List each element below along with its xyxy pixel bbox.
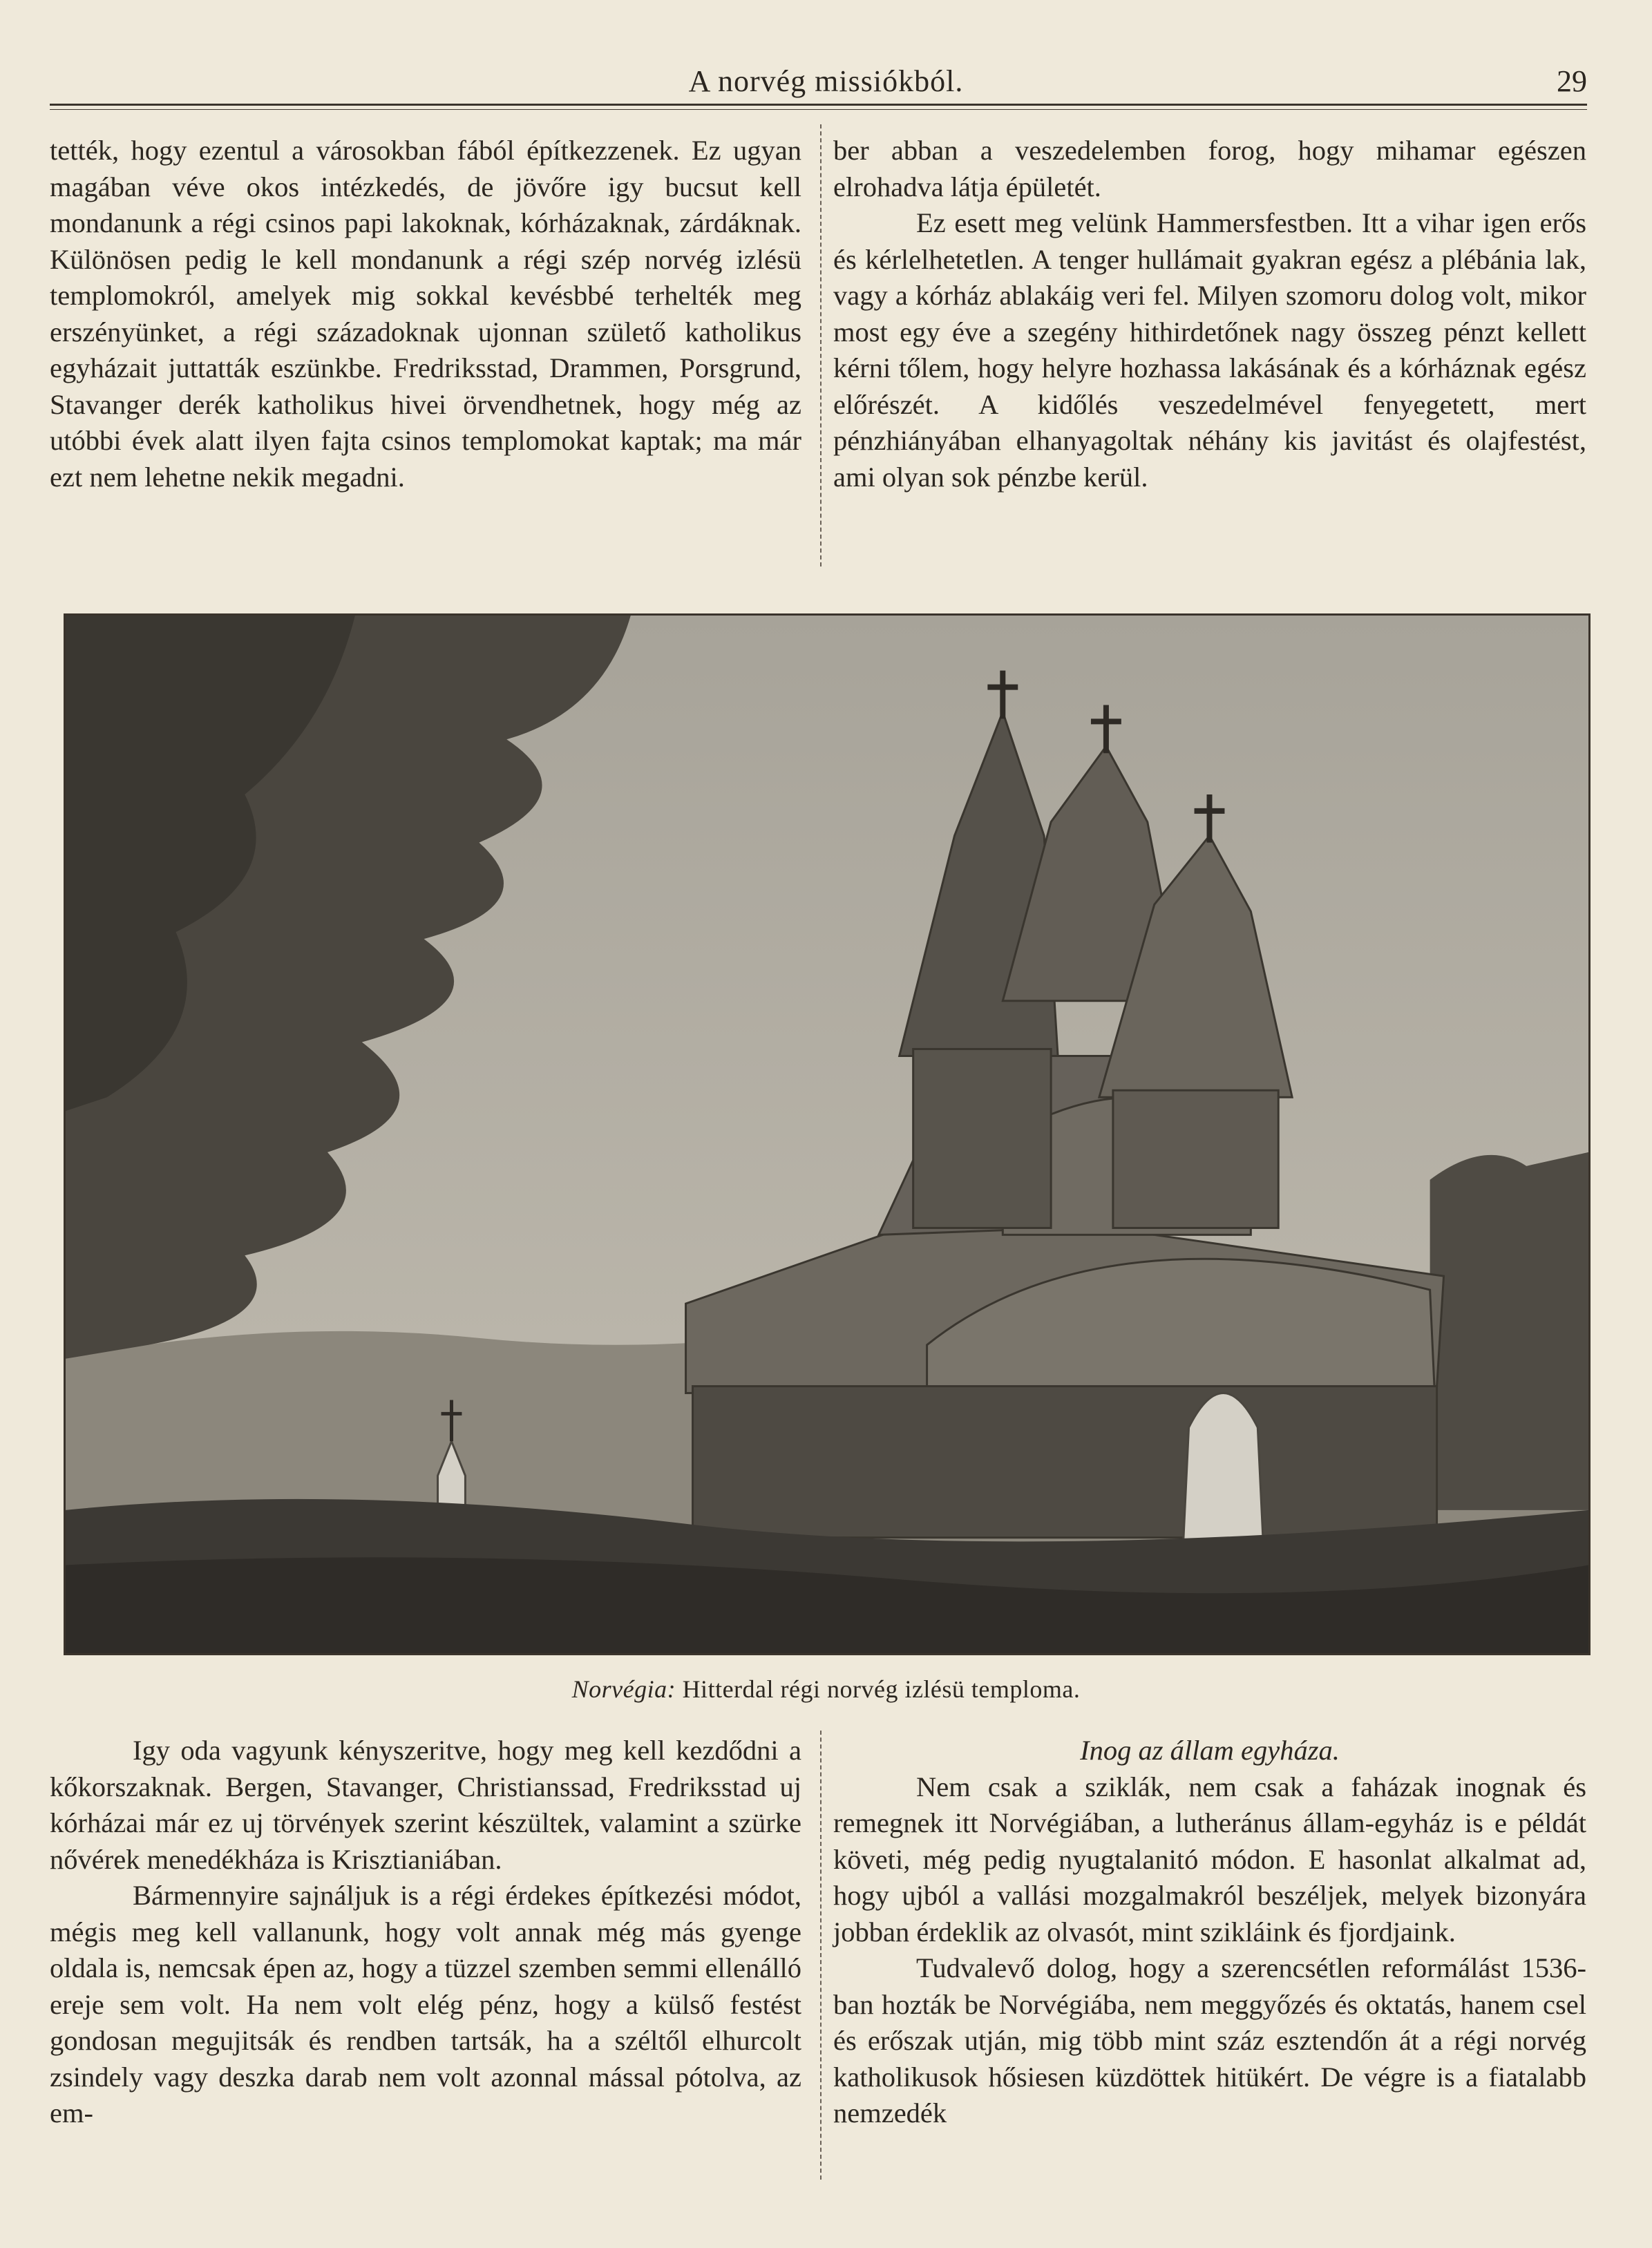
running-title: A norvég missiókból. — [688, 64, 964, 98]
paragraph: Bármennyire sajnáljuk is a régi érdekes építkezési módot, mégis meg kell vallanunk, hogy volt annak még más gyenge oldala is, nemcsak épen az, hogy a tüzzel szemben semmi ellenálló ereje sem volt. Ha nem volt elég pénz, hogy a külső festést gondosan megujitsák és rendben tartsák, ha a széltől elhurcolt zsindely vagy deszka darab nem volt azonnal mással pótolva, az em- — [50, 1880, 801, 2128]
paragraph: Igy oda vagyunk kényszeritve, hogy meg kell kezdődni a kőkorszaknak. Bergen, Stavanger, Christianssad, Fredriksstad uj kórházai már ez uj törvények szerint készültek, valamint a szürke nővérek menedékháza is Krisztianiában. — [50, 1735, 801, 1875]
church-photograph — [64, 613, 1591, 1655]
header-rule — [50, 104, 1587, 110]
paragraph: Nem csak a sziklák, nem csak a faházak inognak és remegnek itt Norvégiában, a lutheránus állam-egyház is e példát követi, még pedig nyugtalanitó módon. E hasonlat alkalmat ad, hogy ujból a vallási mozgalmakról beszéljek, melyek bizonyára jobban érdeklik az olvasót, mint szikláink és fjordjaink. — [833, 1771, 1586, 1947]
stave-church-image — [66, 616, 1588, 1653]
section-subheading: Inog az állam egyháza. — [1080, 1735, 1340, 1766]
paragraph: Ez esett meg velünk Hammersfestben. Itt a vihar igen erős és kérlelhetetlen. A tenger hullámait gyakran egész a plébánia lak, vagy a kórház ablakáig veri fel. Milyen szomoru dolog volt, mikor most egy éve a szegény hithirdetőnek nagy összeg pénzt kellett kérni tőlem, hogy helyre hozhassa lakásának és a kórháznak egész előrészét. A kidőlés veszedelmével fenyegetett, mert pénzhiányában elhanyagoltak néhány kis javitást és olajfestést, ami olyan sok pénzbe kerül. — [833, 207, 1586, 493]
caption-place: Norvégia: — [571, 1675, 676, 1703]
page-number: 29 — [1557, 64, 1587, 98]
column-divider — [820, 1731, 822, 2180]
caption-text: Hitterdal régi norvég izlésü temploma. — [676, 1675, 1081, 1703]
bottom-left-column — [50, 1733, 801, 2132]
paragraph: Tudvalevő dolog, hogy a szerencsétlen reformálást 1536-ban hozták be Norvégiába, nem meggyőzés és oktatás, hanem csel és erőszak utján, mig több mint száz esztendőn át a régi norvég katholikusok hősiesen küzdöttek hitükért. De végre is a fiatalabb nemzedék — [833, 1952, 1586, 2128]
paragraph: ber abban a veszedelemben forog, hogy mihamar egészen elrohadva látja épületét. — [833, 135, 1586, 202]
bottom-right-column — [833, 1733, 1586, 2132]
column-divider — [820, 124, 822, 566]
paragraph: tették, hogy ezentul a városokban fából építkezzenek. Ez ugyan magában véve okos intézkedés, de jövőre igy bucsut kell mondanunk a régi csinos papi lakoknak, kórházaknak, zárdáknak. Különösen pedig le kell mondanunk a régi szép norvég izlésü templomokról, amelyek mig sokkal kevésbbé terhelték meg erszényünket, a régi századoknak ujonnan születő katholikus egyházait juttatták eszünkbe. Fredriksstad, Drammen, Porsgrund, Stavanger derék katholikus hivei örvendhetnek, hogy még az utóbbi évek alatt ilyen fajta csinos templomokat kaptak; ma már ezt nem lehetne nekik megadni. — [50, 135, 801, 493]
photo-caption — [0, 1675, 1652, 1704]
top-left-column — [50, 133, 801, 495]
top-right-column — [833, 133, 1586, 495]
